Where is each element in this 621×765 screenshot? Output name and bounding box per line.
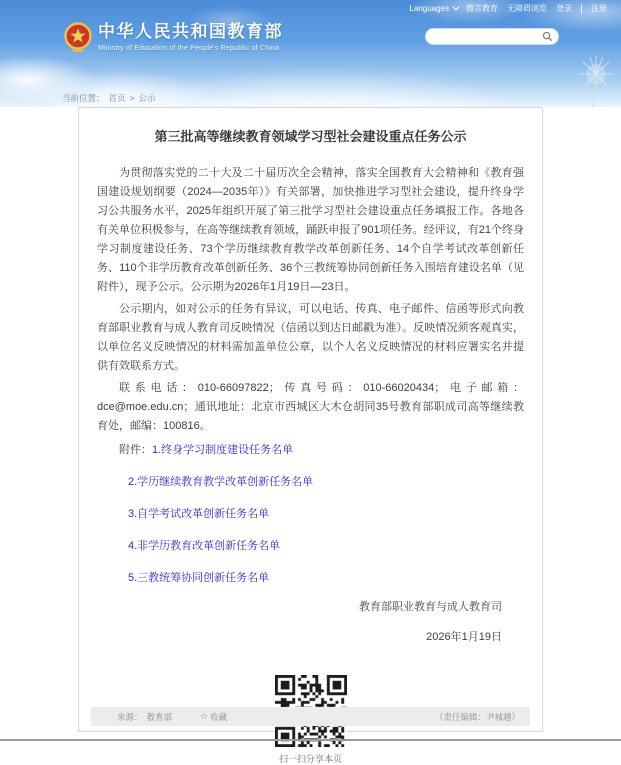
source-value: 教育部 — [146, 711, 173, 722]
paragraph: 联系电话：010-66097822；传真号码：010-66020434；电子邮箱：dce@moe.edu.cn；通讯地址：北京市西城区大木仓胡同35号教育部职成司高等继续教育处，邮编：100816。 — [97, 382, 524, 432]
attachments-label: 附件： — [119, 444, 152, 456]
breadcrumb — [62, 92, 156, 104]
site-names — [98, 21, 283, 52]
signature-block — [97, 600, 524, 644]
favorite-button[interactable] — [200, 711, 227, 723]
article-meta-bar — [91, 707, 530, 726]
attachment-link-3[interactable]: 3.自学考试改革创新任务名单 — [128, 508, 270, 520]
article-container — [78, 107, 543, 764]
site-subtitle: Ministry of Education of the People's Republic of China — [98, 45, 280, 52]
nav-wechat-education[interactable]: 微言教育 — [466, 4, 498, 13]
paragraph: 公示期内，如对公示的任务有异议，可以电话、传真、电子邮件、信函等形式向教育部职业教育与成人教育司反映情况（信函以到达日邮戳为准）。反映情况须客观真实，以单位名义反映情况的材料需加盖单位公章，以个人名义反映情况的材料应署实名并提供有效联系方式。 — [97, 303, 524, 372]
paragraph: 为贯彻落实党的二十大及二十届历次全会精神，落实全国教育大会精神和《教育强国建设规划纲要（2024—2035年）》有关部署，加快推进学习型社会建设，提升终身学习公共服务水平，2025年组织开展了第三批学习型社会建设重点任务填报工作。各地各有关单位积极参与，在高等继续教育领域，踊跃申报了901项任务。经评议，有21个终身学习制度建设任务、73个学历继续教育教学改革创新任务、14个自学考试改革创新任务、110个非学历教育改革创新任务、36个三教统筹协同创新任务入围培育建设名单（见附件），现予公示。公示期为2026年1月19日—23日。 — [97, 167, 524, 293]
nav-accessibility[interactable]: 无障碍浏览 — [507, 4, 547, 13]
breadcrumb-current: 公示 — [138, 93, 156, 103]
site-logo — [64, 21, 283, 55]
breadcrumb-separator: > — [129, 93, 135, 103]
top-nav — [409, 4, 607, 14]
attachments-row — [97, 572, 524, 584]
editor-note: （责任编辑：尹城越） — [434, 711, 520, 722]
national-emblem-icon — [64, 21, 92, 55]
languages-label: Languages — [409, 4, 449, 13]
favorite-label: 收藏 — [210, 711, 228, 722]
attachment-link-2[interactable]: 2.学历继续教育教学改革创新任务名单 — [128, 476, 314, 488]
attachments-row — [97, 540, 524, 552]
issuing-department: 教育部职业教育与成人教育司 — [359, 601, 502, 613]
languages-menu[interactable] — [409, 4, 457, 14]
site-title: 中华人民共和国教育部 — [98, 22, 283, 41]
article-title: 第三批高等继续教育领域学习型社会建设重点任务公示 — [154, 129, 467, 144]
attachment-link-1[interactable]: 1.终身学习制度建设任务名单 — [152, 444, 294, 456]
qr-caption: 扫一扫分享本页 — [278, 754, 342, 764]
breadcrumb-prefix: 当前位置： — [62, 93, 105, 103]
search-box — [425, 28, 559, 45]
footer-divider — [0, 739, 621, 741]
source-label: 来源： — [117, 711, 143, 722]
search-input[interactable] — [435, 31, 542, 42]
attachments-row — [97, 476, 524, 488]
register-link[interactable]: 注册 — [581, 4, 607, 14]
chevron-down-icon — [452, 4, 459, 11]
attachment-link-5[interactable]: 5.三教统筹协同创新任务名单 — [128, 572, 270, 584]
article-body — [79, 164, 542, 765]
dandelion-decoration — [563, 44, 621, 108]
search-icon[interactable] — [542, 31, 553, 42]
attachments-row — [97, 508, 524, 520]
attachment-link-4[interactable]: 4.非学历教育改革创新任务名单 — [128, 540, 281, 552]
star-icon: ☆ — [200, 711, 209, 721]
publish-date: 2026年1月19日 — [426, 631, 502, 643]
attachments-row — [97, 444, 524, 456]
login-link[interactable]: 登录 — [556, 4, 572, 13]
breadcrumb-home[interactable]: 首页 — [108, 93, 126, 103]
source-info — [117, 711, 227, 723]
site-header — [0, 0, 621, 107]
